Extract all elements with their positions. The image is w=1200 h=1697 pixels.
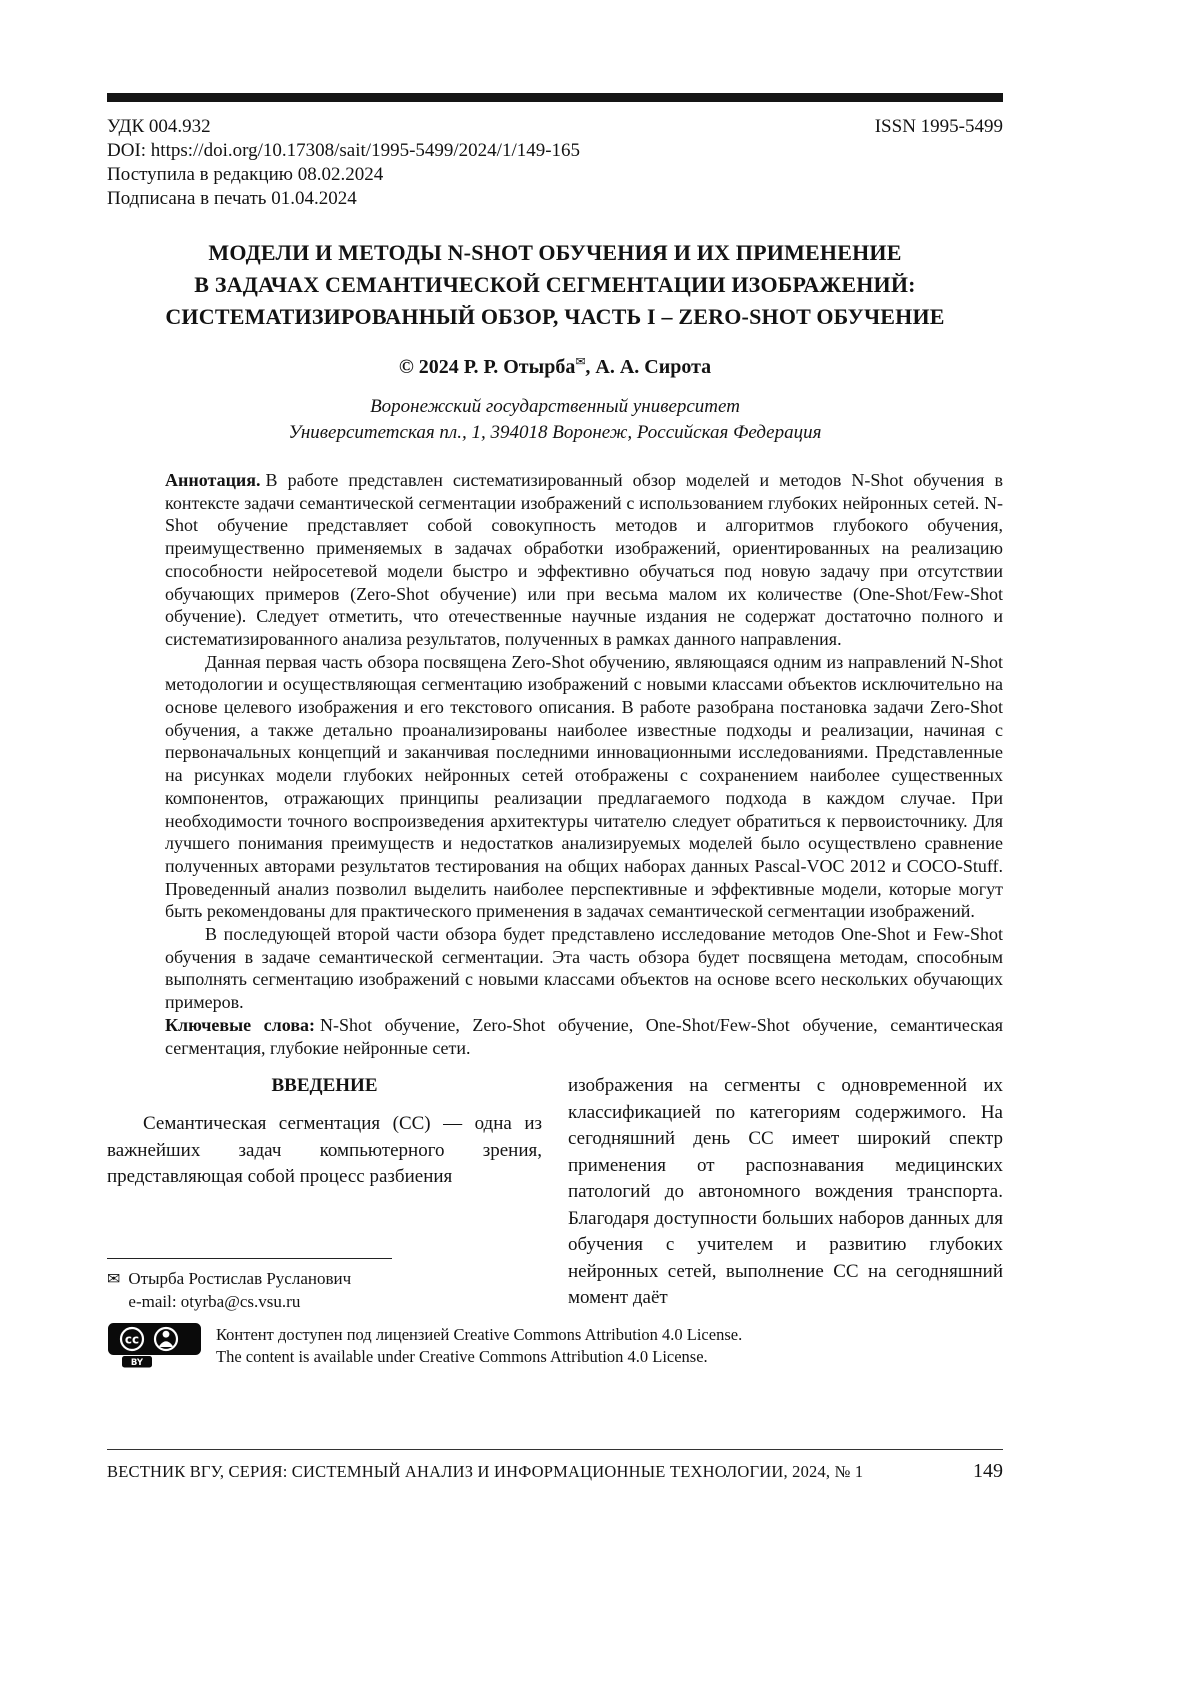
authors-copyright-and-name: © 2024 Р. Р. Отырба — [398, 356, 576, 378]
cc-badge-letters: cc — [124, 1332, 140, 1347]
affiliation-block — [107, 394, 1003, 446]
footer-rule — [107, 1449, 1003, 1450]
keywords-label: Ключевые слова: — [165, 1014, 316, 1035]
journal-footer-line: ВЕСТНИК ВГУ, СЕРИЯ: СИСТЕМНЫЙ АНАЛИЗ И ИНФОРМАЦИОННЫЕ ТЕХНОЛОГИИ, 2024, № 1 — [107, 1462, 864, 1481]
corresponding-author-name: Отырба Ростислав Русланович — [128, 1268, 352, 1288]
page-footer — [107, 1449, 1003, 1483]
article-title-line-3: СИСТЕМАТИЗИРОВАННЫЙ ОБЗОР, ЧАСТЬ I – ZERO-SHOT ОБУЧЕНИЕ — [165, 304, 945, 329]
introduction-heading: ВВЕДЕНИЕ — [271, 1075, 378, 1097]
article-title — [107, 237, 1003, 333]
license-block — [107, 1322, 1003, 1373]
udk-code: УДК 004.932 — [107, 116, 211, 137]
doi-line: DOI: https://doi.org/10.17308/sait/1995-5499/2024/1/149-165 — [107, 140, 581, 161]
introduction-paragraph-left: Семантическая сегментация (СС) — одна из важнейших задач компьютерного зрения, представляющая собой процесс разбиения — [107, 1113, 542, 1188]
abstract-paragraph-2: Данная первая часть обзора посвящена Zero-Shot обучению, являющаяся одним из направлений N-Shot методологии и осуществляющая сегментацию изображений с новыми классами объектов исключительно на основе целевого изображения и его текстового описания. В работе разобрана постановка задачи Zero-Shot обучения, а также детально проанализированы наиболее известные подходы и реализации, начиная с первоначальных концепций и заканчивая последними инновационными исследованиями. Представленные на рисунках модели глубоких нейронных сетей отображены с сохранением наиболее существенных компонентов, отражающих принципы реализации предлагаемого подхода в каждом случае. При необходимости точного воспроизведения архитектуры читателю следует обратиться к первоисточнику. Для лучшего понимания преимуществ и недостатков анализируемых моделей было осуществлено сравнение полученных авторами результатов тестирования на общих наборах данных Pascal-VOC 2012 и COCO-Stuff. Проведенный анализ позволил выделить наиболее перспективные и эффективные модели, которые могут быть рекомендованы для практического применения в задачах семантической сегментации изображений. — [165, 651, 1003, 922]
license-line-en: The content is available under Creative Commons Attribution 4.0 License. — [216, 1346, 708, 1366]
envelope-icon: ✉ — [107, 1268, 121, 1288]
article-title-line-1: МОДЕЛИ И МЕТОДЫ N-SHOT ОБУЧЕНИЯ И ИХ ПРИМЕНЕНИЕ — [208, 240, 902, 265]
keywords-text: N-Shot обучение, Zero-Shot обучение, One-Shot/Few-Shot обучение, семантическая сегментация, глубокие нейронные сети. — [165, 1014, 1004, 1058]
abstract-label: Аннотация. — [165, 470, 261, 490]
abstract-paragraph-1-text: В работе представлен систематизированный обзор моделей и методов N-Shot обучения в контексте задачи семантической сегментации изображений с использованием глубоких нейронных сетей. N-Shot обучение представляет собой совокупность методов и алгоритмов глубокого обучения, преимущественно применяемых в задачах обработки изображений, ориентированных на реализацию способности нейросетевой модели быстро и эффективно обучаться под новую задачу при отсутствии обучающих примеров (Zero-Shot обучение) или при весьма малом их количестве (One-Shot/Few-Shot обучение). Следует отметить, что отечественные научные издания не содержат достаточно полного и систематизированного анализа результатов, полученных в рамках данного направления. — [165, 470, 1003, 649]
issn-code: ISSN 1995-5499 — [874, 116, 1003, 137]
keywords-line — [165, 1014, 1003, 1059]
corresponding-author-envelope-icon: ✉ — [575, 354, 586, 369]
accepted-date: Подписана в печать 01.04.2024 — [107, 188, 357, 209]
left-column — [107, 1073, 542, 1312]
license-line-ru: Контент доступен под лицензией Creative Commons Attribution 4.0 License. — [216, 1324, 743, 1344]
cc-by-badge-icon — [107, 1322, 202, 1373]
corresponding-author-email: e-mail: otyrba@cs.vsu.ru — [128, 1291, 301, 1311]
abstract-paragraph-1 — [165, 469, 1003, 651]
right-column — [568, 1073, 1003, 1312]
introduction-paragraph-right: изображения на сегменты с одновременной их классификацией по категориям содержимого. На сегодняшний день СС имеет широкий спектр применения от распознавания медицинских патологий до автономного вождения транспорта. Благодаря доступности больших наборов данных для обучения с учителем и развитию глубоких нейронных сетей, выполнение СС на сегодняшний момент даёт — [568, 1075, 1003, 1309]
affiliation-university: Воронежский государственный университет — [370, 396, 740, 417]
two-column-body — [107, 1073, 1003, 1312]
footnote-rule — [107, 1258, 392, 1259]
top-double-rule — [107, 93, 1003, 102]
page-number: 149 — [973, 1460, 1003, 1482]
second-author-name: , А. А. Сирота — [585, 356, 712, 378]
corresponding-author-footnote — [107, 1258, 542, 1312]
article-header — [107, 115, 1003, 211]
authors-line — [107, 356, 1003, 379]
affiliation-address: Университетская пл., 1, 394018 Воронеж, Российская Федерация — [288, 422, 822, 443]
abstract-paragraph-3: В последующей второй части обзора будет представлено исследование методов One-Shot и Few-Shot обучения в задаче семантической сегментации. Эта часть обзора будет посвящена методам, способным выполнять сегментацию изображений с новыми классами объектов на основе всего нескольких обучающих примеров. — [165, 924, 1003, 1013]
received-date: Поступила в редакцию 08.02.2024 — [107, 164, 384, 185]
by-badge-letters: BY — [130, 1357, 144, 1368]
article-title-line-2: В ЗАДАЧАХ СЕМАНТИЧЕСКОЙ СЕГМЕНТАЦИИ ИЗОБРАЖЕНИЙ: — [194, 272, 916, 297]
abstract-block — [107, 469, 1003, 1059]
